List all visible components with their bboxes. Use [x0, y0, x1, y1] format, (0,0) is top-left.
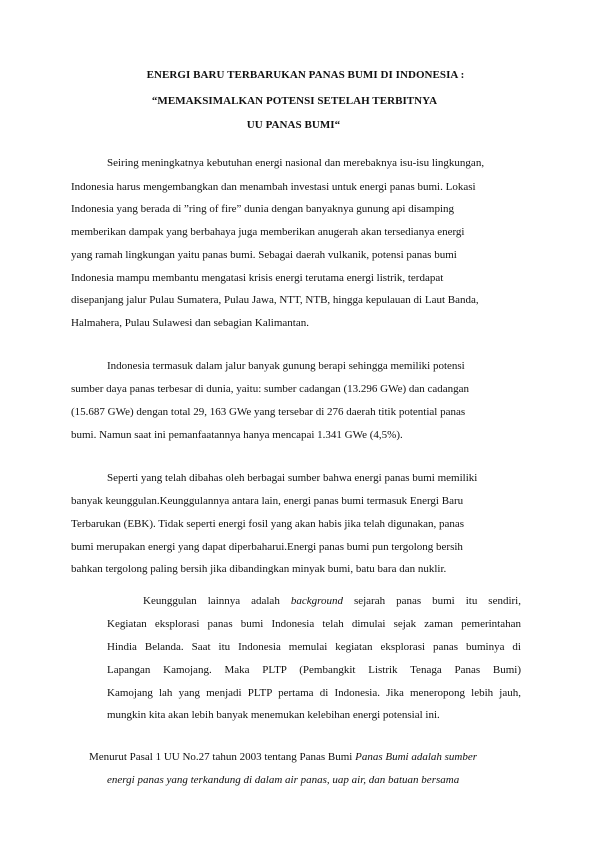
paragraph-line: disepanjang jalur Pulau Sumatera, Pulau Jawa, NTT, NTB, hingga kepulauan di Laut Banda, [71, 294, 479, 306]
paragraph-line: memberikan dampak yang berbahaya juga memberikan anugerah akan tersedianya energi [71, 226, 465, 238]
paragraph-line: Kegiatan eksplorasi panas bumi Indonesia telah dimulai sejak zaman pemerintahan [107, 618, 521, 630]
paragraph-line: Kamojang lah yang menjadi PLTP pertama di Indonesia. Jika meneropong lebih jauh, [107, 687, 521, 699]
paragraph-line: Indonesia yang berada di ”ring of fire” dunia dengan banyaknya gunung api disamping [71, 203, 455, 215]
paragraph-line: Indonesia mampu membantu mengatasi krisis energi terutama energi listrik, terdapat [71, 272, 444, 284]
paragraph-line: bumi. Namun saat ini pemanfaatannya hanya mencapai 1.341 GWe (4,5%). [71, 429, 403, 441]
title-line-3: UU PANAS BUMI“ [246, 119, 341, 131]
text-span: sejarah panas bumi itu sendiri, [342, 595, 521, 607]
paragraph-line: (15.687 GWe) dengan total 29, 163 GWe yang tersebar di 276 daerah titik potential panas [71, 406, 466, 418]
paragraph-line [89, 750, 477, 764]
paragraph-line: bumi merupakan energi yang dapat diperbaharui.Energi panas bumi pun tergolong bersih [71, 541, 463, 553]
title-line-1: ENERGI BARU TERBARUKAN PANAS BUMI DI INDONESIA : [146, 69, 465, 81]
paragraph-line: bahkan tergolong paling bersih jika dibandingkan minyak bumi, batu bara dan nuklir. [71, 563, 447, 575]
paragraph-line [143, 594, 521, 608]
paragraph-line: mungkin kita akan lebih banyak menemukan kelebihan energi potensial ini. [107, 709, 440, 721]
italic-text: Panas Bumi adalah sumber [355, 751, 478, 763]
paragraph-line: Lapangan Kamojang. Maka PLTP (Pembangkit Listrik Tenaga Panas Bumi) [107, 664, 521, 676]
paragraph-line: yang ramah lingkungan yaitu panas bumi. Sebagai daerah vulkanik, potensi panas bumi [71, 249, 457, 261]
paragraph-line: Seiring meningkatnya kebutuhan energi nasional dan merebaknya isu-isu lingkungan, [107, 157, 485, 169]
paragraph-line: energi panas yang terkandung di dalam air panas, uap air, dan batuan bersama [107, 774, 460, 786]
paragraph-line: Indonesia termasuk dalam jalur banyak gunung berapi sehingga memiliki potensi [107, 360, 465, 372]
paragraph-line: sumber daya panas terbesar di dunia, yaitu: sumber cadangan (13.296 GWe) dan cadangan [71, 383, 470, 395]
text-span: Keunggulan lainnya adalah [143, 595, 291, 607]
title-line-2: “MEMAKSIMALKAN POTENSI SETELAH TERBITNYA [151, 95, 438, 107]
paragraph-line: Seperti yang telah dibahas oleh berbagai sumber bahwa energi panas bumi memiliki [107, 472, 478, 484]
paragraph-line: banyak keunggulan.Keunggulannya antara lain, energi panas bumi termasuk Energi Baru [71, 495, 464, 507]
paragraph-line: Indonesia harus mengembangkan dan menambah investasi untuk energi panas bumi. Lokasi [71, 181, 476, 193]
text-span: Menurut Pasal 1 UU No.27 tahun 2003 tentang Panas Bumi [89, 751, 356, 763]
paragraph-line: Terbarukan (EBK). Tidak seperti energi fosil yang akan habis jika telah digunakan, panas [71, 518, 465, 530]
paragraph-line: Hindia Belanda. Saat itu Indonesia memulai kegiatan eksplorasi panas buminya di [107, 641, 521, 653]
paragraph-line: Halmahera, Pulau Sulawesi dan sebagian Kalimantan. [71, 317, 309, 329]
italic-term: background [290, 595, 343, 607]
